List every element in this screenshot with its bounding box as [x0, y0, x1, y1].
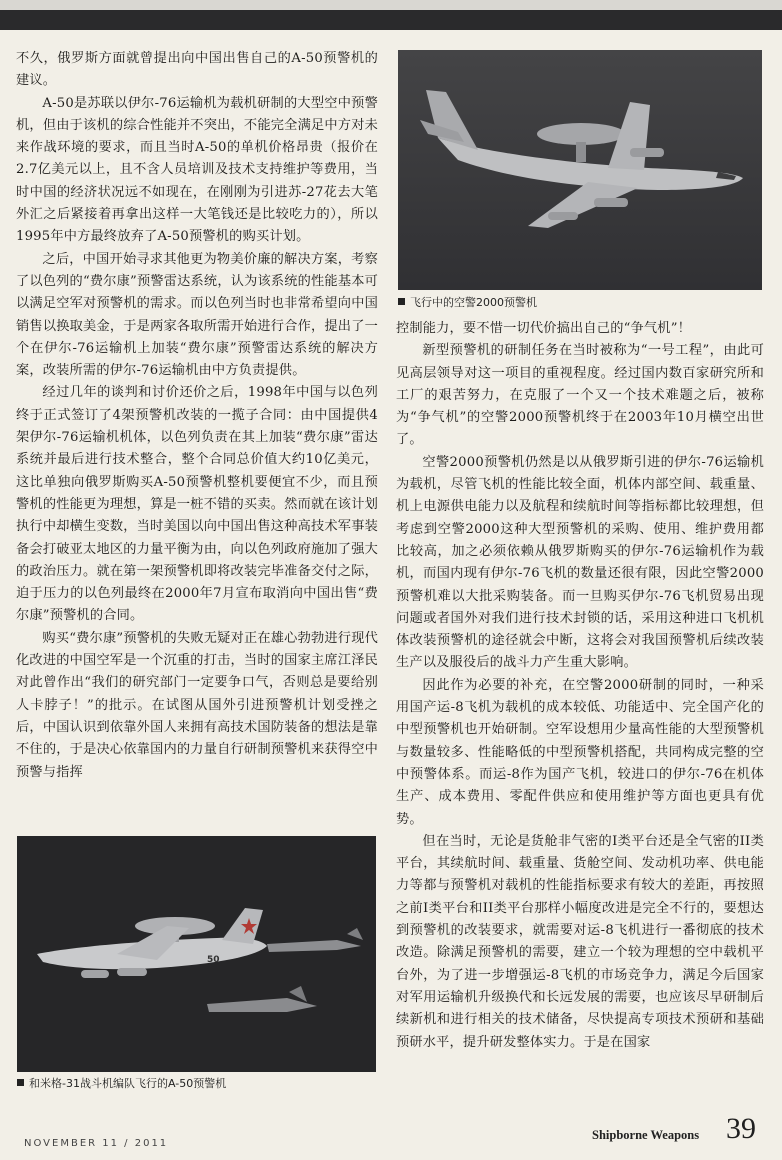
paragraph: 空警2000预警机仍然是以从俄罗斯引进的伊尔-76运输机为载机，尽管飞机的性能比较全面，机体内部空间、载重量、机上电源供电能力以及航程和续航时间等指标都比较理想，但考虑到空警2000这种大型预警机的采购、使用、维护费用都比较高，加之必须依赖从俄罗斯购买的伊尔-76运输机作为载机，而国内现有伊尔-76飞机的数量还很有限，因此空警2000预警机难以大批采购装备。而一旦购买伊尔-76飞机贸易出现问题或者国外对我们进行技术封锁的话，采用这种进口飞机机体改装预警机的途径就会中断，这将会对我国预警机后续改装生产以及服役后的战斗力产生重大影响。	[396, 454, 764, 671]
caption-square-icon	[17, 1079, 24, 1086]
paragraph: 之后，中国开始寻求其他更为物美价廉的解决方案，考察了以色列的“费尔康”预警雷达系统，认为该系统的性能基本可以满足空军对预警机的需求。而以色列当时也非常希望向中国销售以换取美金，于是两家各取所需开始进行合作，提出了一个在伊尔-76运输机上加装“费尔康”预警雷达系统的解决方案，改装所需的伊尔-76运输机由中方负责提供。	[16, 251, 378, 379]
header-band-top-edge	[0, 0, 782, 10]
paragraph: 控制能力，要不惜一切代价搞出自己的“争气机”！	[396, 321, 692, 336]
caption-square-icon	[398, 298, 405, 305]
a50-formation-photo	[17, 836, 376, 1072]
article-left-column	[16, 48, 378, 784]
paragraph: 不久，俄罗斯方面就曾提出向中国出售自己的A-50预警机的建议。	[16, 51, 378, 89]
paragraph: 因此作为必要的补充，在空警2000研制的同时，一种采用国产运-8飞机为载机的成本较低、功能适中、完全国产化的中型预警机也开始研制。空军设想用少量高性能的大型预警机与数量较多、性能略低的中型预警机搭配，共同构成完整的空中预警体系。而运-8作为国产飞机，较进口的伊尔-76在机体生产、成本费用、零配件供应和使用维护等方面也更具有优势。	[396, 677, 764, 827]
caption-text: 飞行中的空警2000预警机	[410, 296, 537, 309]
kj2000-aircraft-illustration	[398, 50, 762, 290]
a50-formation-illustration	[17, 836, 376, 1072]
paragraph: A-50是苏联以伊尔-76运输机为载机研制的大型空中预警机，但由于该机的综合性能并不突出，不能完全满足中方对未来作战环境的要求，而且当时A-50的单机价格昂贵（报价在2.7亿美元以上，且不含人员培训及技术支持维护等费用，当时中国的经济状况远不如现在，在刚刚为引进苏-27花去大笔外汇之后紧接着再拿出这样一大笔钱还是比较吃力的），所以1995年中方最终放弃了A-50预警机的购买计划。	[16, 95, 378, 245]
issue-date: NOVEMBER 11 / 2011	[24, 1138, 169, 1149]
kj2000-photo-caption	[398, 296, 537, 310]
paragraph: 新型预警机的研制任务在当时被称为“一号工程”，由此可见高层领导对这一项目的重视程度。经过国内数百家研究所和工厂的艰苦努力，在克服了一个又一个技术难题之后，被称为“争气机”的空警2000预警机终于在2003年10月横空出世了。	[396, 343, 764, 448]
magazine-brand: Shipborne Weapons	[592, 1128, 700, 1142]
article-right-column	[396, 318, 764, 1054]
a50-photo-caption	[17, 1077, 226, 1091]
paragraph: 经过几年的谈判和讨价还价之后，1998年中国与以色列终于正式签订了4架预警机改装的一揽子合同：由中国提供4架伊尔-76运输机机体，以色列负责在其上加装“费尔康”雷达系统并最后进行技术整合，整个合同总价值大约10亿美元，这比单独向俄罗斯购买A-50预警机整机要便宜不少，而且预警机的性能更为理想，算是一桩不错的买卖。然而就在该计划执行中却横生变数，当时美国以向中国出售这种高技术军事装备会打破亚太地区的力量平衡为由，向以色列政府施加了强大的政治压力。就在第一架预警机即将改装完毕准备交付之际，迫于压力的以色列最终在2000年7月宣布取消向中国出售“费尔康”预警机的合同。	[16, 385, 378, 624]
caption-text: 和米格-31战斗机编队飞行的A-50预警机	[29, 1077, 227, 1090]
paragraph: 购买“费尔康”预警机的失败无疑对正在雄心勃勃进行现代化改进的中国空军是一个沉重的打击，当时的国家主席江泽民对此曾作出“我们的研究部门一定要争口气，否则总是要给别人卡脖子！”的批示。在试图从国外引进预警机计划受挫之后，中国认识到依靠外国人来拥有高技术国防装备的想法是靠不住的，于是决心依靠国内的力量自行研制预警机来获得空中预警与指挥	[16, 630, 378, 780]
kj2000-photo	[398, 50, 762, 290]
page-number: 39	[726, 1112, 756, 1145]
paragraph: 但在当时，无论是货舱非气密的I类平台还是全气密的II类平台，其续航时间、载重量、货舱空间、发动机功率、供电能力等都与预警机对载机的性能指标要求有较大的差距，再按照之前I类平台和II类平台那样小幅度改进是完全不行的，要想达到预警机的改装要求，就需要对运-8飞机进行一番彻底的技术改造。除满足预警机的需要，建立一个较为理想的空中载机平台外，为了进一步增强运-8飞机的市场竞争力，满足今后国家对军用运输机升级换代和长远发展的需要，也应该尽早研制后续新机和进行相关的技术储备，尽快提高专项技术预研和基础预研水平，提升研发整体实力。于是在国家	[396, 833, 764, 1050]
tail-number: 50	[207, 955, 220, 965]
